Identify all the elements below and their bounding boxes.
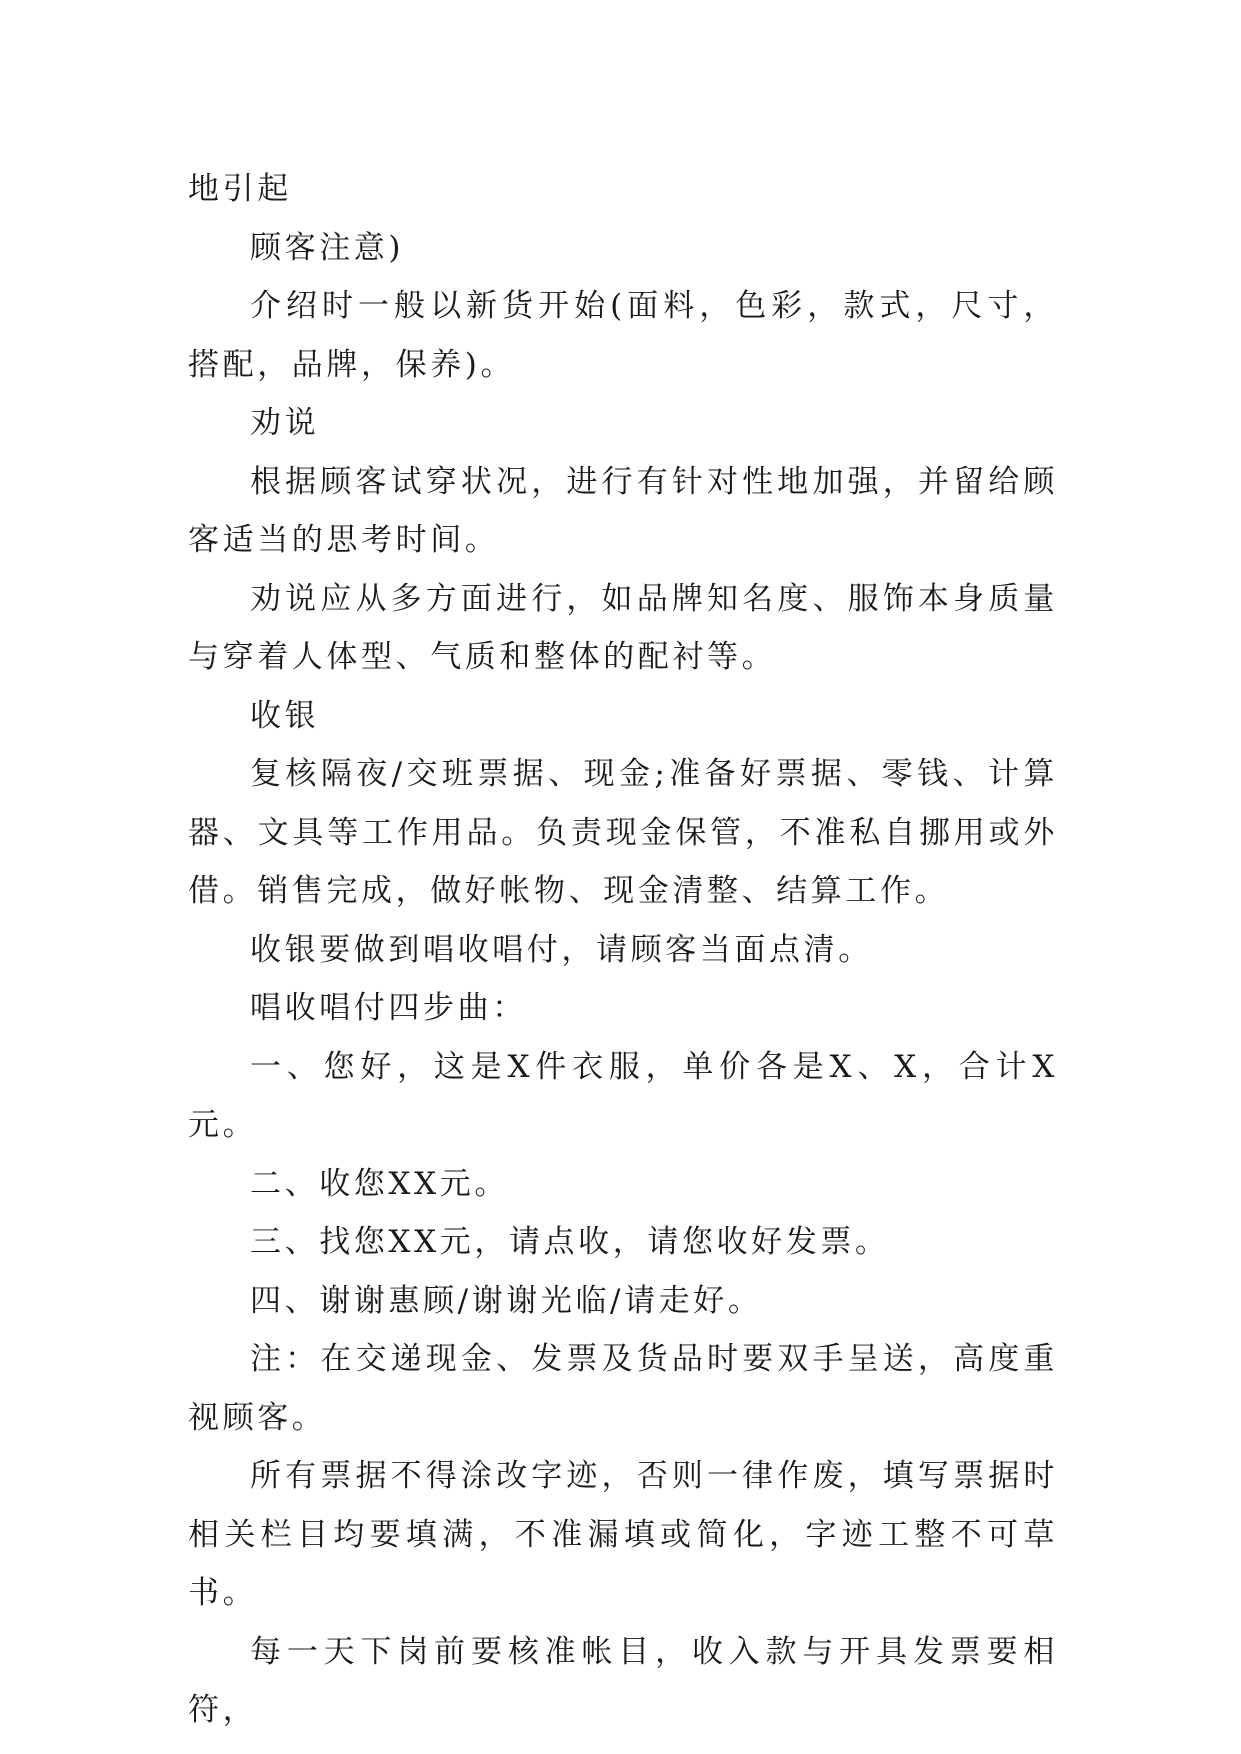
paragraph-3: 介绍时一般以新货开始(面料，色彩，款式，尺寸，搭配，品牌，保养)。 [188, 288, 1058, 383]
document-body [188, 160, 1058, 1740]
paragraph-2: 顾客注意) [250, 229, 405, 266]
section-heading-persuade: 劝说 [250, 405, 320, 441]
step-1: 一、您好，这是X件衣服，单价各是X、X，合计X元。 [188, 1048, 1058, 1143]
paragraph-9: 收银要做到唱收唱付，请顾客当面点清。 [250, 931, 873, 968]
note-paragraph: 注：在交递现金、发票及货品时要双手呈送，高度重视顾客。 [188, 1341, 1058, 1436]
paragraph-10: 唱收唱付四步曲： [250, 990, 527, 1026]
step-4: 四、谢谢惠顾/谢谢光临/请走好。 [250, 1282, 763, 1319]
step-3: 三、找您XX元，请点收，请您收好发票。 [250, 1224, 890, 1260]
paragraph-8: 复核隔夜/交班票据、现金;准备好票据、零钱、计算器、文具等工作用品。负责现金保管，不准私自挪用或外借。销售完成，做好帐物、现金清整、结算工作。 [188, 756, 1058, 909]
section-heading-cashier: 收银 [250, 697, 320, 734]
paragraph-17: 每一天下岗前要核准帐目，收入款与开具发票要相符， [188, 1633, 1058, 1728]
step-2: 二、收您XX元。 [250, 1165, 509, 1202]
paragraph-5: 根据顾客试穿状况，进行有针对性地加强，并留给顾客适当的思考时间。 [188, 463, 1058, 558]
paragraph-1: 地引起 [188, 171, 292, 207]
paragraph-16: 所有票据不得涂改字迹，否则一律作废，填写票据时相关栏目均要填满，不准漏填或简化，字迹工整不可草书。 [188, 1458, 1058, 1611]
paragraph-6: 劝说应从多方面进行，如品牌知名度、服饰本身质量与穿着人体型、气质和整体的配衬等。 [188, 580, 1058, 675]
